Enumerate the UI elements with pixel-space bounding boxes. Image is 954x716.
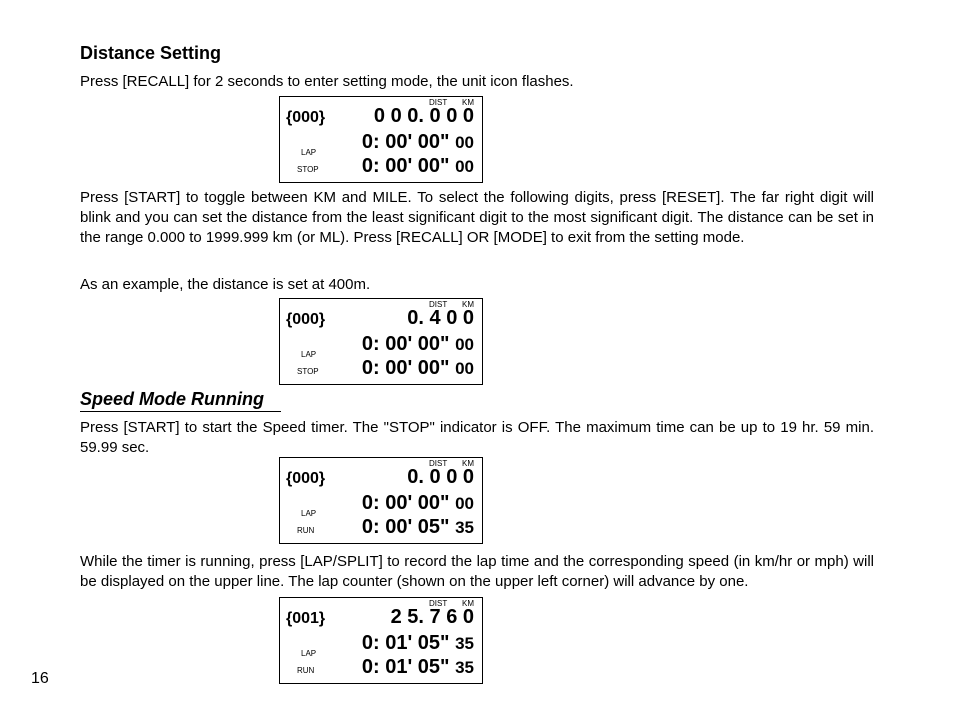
lap-indicator: LAP: [301, 148, 317, 157]
distance-readout: 0 0 0. 0 0 0: [373, 105, 474, 127]
distance-setting-heading: Distance Setting: [80, 43, 222, 63]
speed-lap-paragraph: While the timer is running, press [LAP/SPLIT] to record the lap time and the corresponding speed (in km/hr or mph) will be displayed on the upper line. The lap counter (shown on the upper left corner) will advance by one.: [80, 553, 874, 590]
speed-intro-paragraph: Press [START] to start the Speed timer. The "STOP" indicator is OFF. The maximum time can be up to 19 hr. 59 min. 59.99 sec.: [80, 419, 874, 456]
page-number: 16: [31, 670, 49, 687]
distance-example-paragraph: As an example, the distance is set at 400m.: [80, 276, 371, 293]
lap-counter: {000}: [286, 311, 326, 328]
lap-counter: {000}: [286, 470, 326, 487]
total-time-readout: 0: 00' 05" 35: [361, 516, 474, 538]
mode-indicator: RUN: [297, 526, 315, 535]
distance-readout: 0. 0 0 0: [407, 466, 474, 488]
unit-indicator: KM: [462, 599, 474, 608]
mode-indicator: STOP: [297, 367, 319, 376]
dist-indicator: DIST: [429, 459, 448, 468]
lap-indicator: LAP: [301, 649, 317, 658]
mode-indicator: STOP: [297, 165, 319, 174]
lcd-display-lap: [279, 597, 483, 684]
lcd-display-setting: [279, 96, 483, 183]
speed-mode-heading: Speed Mode Running: [80, 389, 264, 409]
lap-indicator: LAP: [301, 350, 317, 359]
mode-indicator: RUN: [297, 666, 315, 675]
unit-indicator: KM: [462, 300, 474, 309]
distance-instructions-paragraph: Press [START] to toggle between KM and MILE. To select the following digits, press [RESET]. The far right digit will blink and you can set the distance from the least significant digit to the most significant digit. The distance can be set in the range 0.000 to 1999.999 km (or ML). Press [RECALL] OR [MODE] to exit from the setting mode.: [80, 189, 874, 246]
distance-readout: 2 5. 7 6 0: [390, 606, 474, 628]
lap-time-readout: 0: 00' 00" 00: [361, 492, 474, 514]
lcd-display-running: [279, 457, 483, 544]
total-time-readout: 0: 00' 00" 00: [361, 155, 474, 177]
unit-indicator: KM: [462, 98, 474, 107]
total-time-readout: 0: 00' 00" 00: [361, 357, 474, 379]
dist-indicator: DIST: [429, 300, 448, 309]
unit-indicator: KM: [462, 459, 474, 468]
lap-indicator: LAP: [301, 509, 317, 518]
distance-intro-paragraph: Press [RECALL] for 2 seconds to enter setting mode, the unit icon flashes.: [80, 73, 574, 90]
lcd-display-example: [279, 298, 483, 385]
dist-indicator: DIST: [429, 98, 448, 107]
speed-mode-underline: [80, 411, 281, 412]
lap-time-readout: 0: 01' 05" 35: [361, 632, 474, 654]
lap-time-readout: 0: 00' 00" 00: [361, 333, 474, 355]
lap-counter: {001}: [286, 610, 326, 627]
dist-indicator: DIST: [429, 599, 448, 608]
distance-readout: 0. 4 0 0: [407, 307, 474, 329]
total-time-readout: 0: 01' 05" 35: [361, 656, 474, 678]
lap-time-readout: 0: 00' 00" 00: [361, 131, 474, 153]
lap-counter: {000}: [286, 109, 326, 126]
